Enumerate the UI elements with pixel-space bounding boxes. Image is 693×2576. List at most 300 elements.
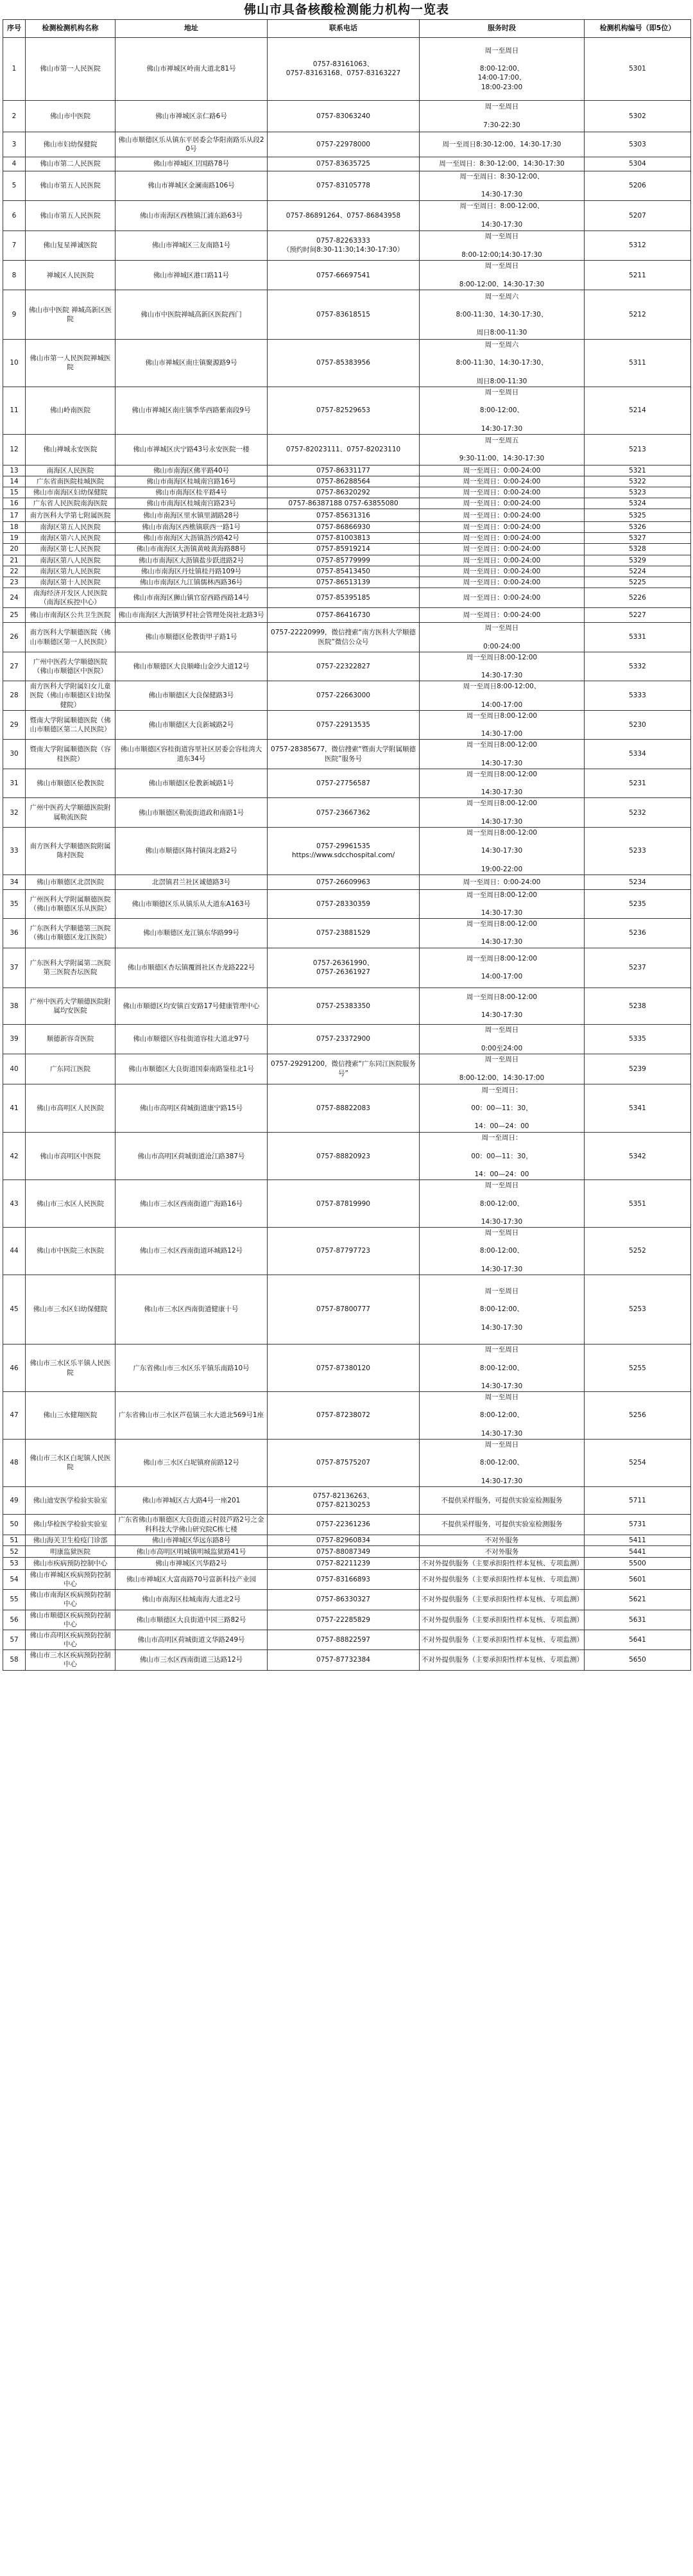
cell-phone: 0757-86416730 bbox=[268, 608, 420, 623]
cell-institution-code: 5650 bbox=[585, 1650, 691, 1670]
cell-no: 11 bbox=[3, 387, 26, 434]
cell-service-hours: 周一至周日 8:00-12:00、 14:30-17:30 bbox=[420, 1275, 585, 1345]
cell-phone: 0757-87732384 bbox=[268, 1650, 420, 1670]
cell-institution-code: 5252 bbox=[585, 1228, 691, 1275]
cell-institution-name: 佛山复星禅诚医院 bbox=[26, 231, 116, 261]
cell-address: 佛山市顺德区杏坛镇覆圆社区杏龙路222号 bbox=[116, 948, 268, 988]
cell-service-hours: 周一至周日 7:30-22:30 bbox=[420, 100, 585, 132]
cell-institution-code: 5231 bbox=[585, 769, 691, 798]
cell-phone: 0757-86513139 bbox=[268, 577, 420, 587]
cell-service-hours: 周一至周日：0:00-24:00 bbox=[420, 588, 585, 608]
cell-institution-code: 5601 bbox=[585, 1569, 691, 1589]
testing-institutions-table bbox=[3, 19, 691, 1671]
cell-institution-code: 5226 bbox=[585, 588, 691, 608]
cell-institution-code: 5342 bbox=[585, 1133, 691, 1180]
cell-phone: 0757-87819990 bbox=[268, 1180, 420, 1228]
header-hours: 服务时段 bbox=[420, 20, 585, 38]
cell-no: 21 bbox=[3, 555, 26, 566]
cell-institution-name: 南海区第十人民医院 bbox=[26, 577, 116, 587]
cell-institution-code: 5323 bbox=[585, 487, 691, 498]
cell-institution-name: 佛山市疾病预防控制中心 bbox=[26, 1558, 116, 1570]
cell-service-hours: 周一至周日： 00：00—11：30， 14：00—24：00 bbox=[420, 1133, 585, 1180]
cell-no: 40 bbox=[3, 1054, 26, 1084]
cell-service-hours: 周一至周日：0:00-24:00 bbox=[420, 555, 585, 566]
table-row bbox=[3, 588, 691, 608]
cell-service-hours: 周一至周日8:00-12:00、 14:00-17:00 bbox=[420, 681, 585, 711]
cell-no: 24 bbox=[3, 588, 26, 608]
cell-institution-code: 5321 bbox=[585, 465, 691, 476]
cell-address: 佛山市顺德区大良顺峰山金沙大道12号 bbox=[116, 652, 268, 681]
cell-institution-code: 5411 bbox=[585, 1535, 691, 1546]
cell-no: 35 bbox=[3, 889, 26, 919]
cell-phone: 0757-86866930 bbox=[268, 522, 420, 533]
cell-phone: 0757-85631316 bbox=[268, 509, 420, 522]
cell-address: 佛山市顺德区大良街道中园三路82号 bbox=[116, 1610, 268, 1630]
table-row bbox=[3, 652, 691, 681]
cell-phone: 0757-22361236 bbox=[268, 1515, 420, 1535]
cell-no: 1 bbox=[3, 38, 26, 101]
cell-address: 佛山市顺德区伦教新城路1号 bbox=[116, 769, 268, 798]
cell-service-hours: 周一至周日8:00-12:00 14:30-17:30 bbox=[420, 652, 585, 681]
cell-phone: 0757-87238072 bbox=[268, 1392, 420, 1440]
cell-address: 佛山市顺德区均安镇百安路17号健康管理中心 bbox=[116, 988, 268, 1025]
cell-no: 48 bbox=[3, 1439, 26, 1486]
cell-institution-code: 5332 bbox=[585, 652, 691, 681]
cell-institution-name: 佛山市中医院三水医院 bbox=[26, 1228, 116, 1275]
cell-address: 佛山市南海区桂平路4号 bbox=[116, 487, 268, 498]
table-row bbox=[3, 340, 691, 387]
cell-institution-name: 南方医科大学顺德医院附属陈村医院 bbox=[26, 827, 116, 875]
cell-address: 佛山市南海区大沥镇沥沙路42号 bbox=[116, 533, 268, 544]
cell-institution-code: 5237 bbox=[585, 948, 691, 988]
cell-institution-code: 5238 bbox=[585, 988, 691, 1025]
cell-institution-name: 佛山市第一人民医院禅城医院 bbox=[26, 340, 116, 387]
cell-no: 8 bbox=[3, 261, 26, 290]
cell-address: 佛山市南海区西樵镇江浦东路63号 bbox=[116, 200, 268, 231]
cell-phone: 0757-86330327 bbox=[268, 1590, 420, 1610]
cell-institution-name: 南方医科大学附属妇女儿童医院（佛山市顺德区妇幼保健院） bbox=[26, 681, 116, 711]
cell-phone: 0757-22285829 bbox=[268, 1610, 420, 1630]
table-row bbox=[3, 948, 691, 988]
cell-address: 佛山市高明区荷城街道康宁路15号 bbox=[116, 1084, 268, 1133]
cell-no: 39 bbox=[3, 1025, 26, 1054]
cell-no: 47 bbox=[3, 1392, 26, 1440]
cell-phone: 0757-25383350 bbox=[268, 988, 420, 1025]
cell-no: 32 bbox=[3, 798, 26, 828]
cell-no: 41 bbox=[3, 1084, 26, 1133]
cell-institution-name: 南海区人民医院 bbox=[26, 465, 116, 476]
cell-institution-name: 广州医科大学附属顺德医院（佛山市顺德区乐从医院） bbox=[26, 889, 116, 919]
cell-no: 30 bbox=[3, 740, 26, 769]
cell-no: 4 bbox=[3, 157, 26, 171]
table-row bbox=[3, 533, 691, 544]
cell-address: 佛山市高明区明城镇明城监狱路41号 bbox=[116, 1546, 268, 1558]
cell-institution-code: 5301 bbox=[585, 38, 691, 101]
cell-no: 36 bbox=[3, 919, 26, 948]
cell-no: 31 bbox=[3, 769, 26, 798]
cell-service-hours: 周一至周日：0:00-24:00 bbox=[420, 608, 585, 623]
cell-institution-code: 5621 bbox=[585, 1590, 691, 1610]
cell-institution-code: 5239 bbox=[585, 1054, 691, 1084]
cell-address: 佛山市禅城区古大路4号一座201 bbox=[116, 1486, 268, 1515]
cell-no: 45 bbox=[3, 1275, 26, 1345]
cell-institution-name: 暨南大学附属顺德医院（佛山市顺德区第二人民医院） bbox=[26, 710, 116, 740]
cell-no: 53 bbox=[3, 1558, 26, 1570]
cell-service-hours: 周一至周日：8:00-12:00、 14:30-17:30 bbox=[420, 200, 585, 231]
cell-institution-name: 佛山岭南医院 bbox=[26, 387, 116, 434]
cell-service-hours: 周一至周日8:00-12:00 14:30-17:00 bbox=[420, 710, 585, 740]
cell-address: 佛山市南海区九江镇儒林西路36号 bbox=[116, 577, 268, 587]
cell-institution-name: 佛山市顺德区北滘医院 bbox=[26, 875, 116, 889]
cell-institution-name: 广东省人民医院南海医院 bbox=[26, 498, 116, 509]
cell-institution-code: 5230 bbox=[585, 710, 691, 740]
table-row bbox=[3, 487, 691, 498]
cell-address: 佛山市三水区西南街道环城路12号 bbox=[116, 1228, 268, 1275]
cell-phone: 0757-85919214 bbox=[268, 544, 420, 555]
cell-institution-name: 佛山迪安医学检验实验室 bbox=[26, 1486, 116, 1515]
table-row bbox=[3, 740, 691, 769]
cell-institution-code: 5227 bbox=[585, 608, 691, 623]
cell-service-hours: 周一至周日 8:00-12:00、 14:30-17:30 bbox=[420, 1345, 585, 1392]
cell-no: 38 bbox=[3, 988, 26, 1025]
header-no: 序号 bbox=[3, 20, 26, 38]
cell-address: 佛山市顺德区容桂街道容里社区居委会容桂湾大道东34号 bbox=[116, 740, 268, 769]
cell-service-hours: 周一至周日 8:00-12:00、14:30-17:00 bbox=[420, 1054, 585, 1084]
table-row bbox=[3, 290, 691, 340]
cell-institution-code: 5334 bbox=[585, 740, 691, 769]
cell-institution-code: 5324 bbox=[585, 498, 691, 509]
cell-institution-code: 5235 bbox=[585, 889, 691, 919]
cell-phone: 0757-29961535 https://www.sdcchospital.com/ bbox=[268, 827, 420, 875]
cell-institution-name: 南海区第九人民医院 bbox=[26, 566, 116, 577]
cell-service-hours: 不对外提供服务（主要承担阳性样本复核、专项监测） bbox=[420, 1558, 585, 1570]
table-row bbox=[3, 919, 691, 948]
document-title: 佛山市具备核酸检测能力机构一览表 bbox=[243, 3, 449, 17]
cell-no: 26 bbox=[3, 623, 26, 652]
cell-address: 佛山市禅城区亲仁路6号 bbox=[116, 100, 268, 132]
cell-institution-code: 5711 bbox=[585, 1486, 691, 1515]
cell-institution-code: 5331 bbox=[585, 623, 691, 652]
cell-institution-code: 5255 bbox=[585, 1345, 691, 1392]
table-row bbox=[3, 1590, 691, 1610]
cell-address: 佛山市禅城区港口路11号 bbox=[116, 261, 268, 290]
cell-institution-name: 佛山禅城永安医院 bbox=[26, 434, 116, 465]
cell-address: 佛山市中医院禅城高新区医院西门 bbox=[116, 290, 268, 340]
table-row bbox=[3, 1610, 691, 1630]
cell-service-hours: 不提供采样服务，可提供实验室检测服务 bbox=[420, 1486, 585, 1515]
cell-institution-name: 佛山市妇幼保健院 bbox=[26, 132, 116, 157]
cell-institution-code: 5232 bbox=[585, 798, 691, 828]
table-row bbox=[3, 1392, 691, 1440]
cell-address: 佛山市顺德区勒流街道政和南路1号 bbox=[116, 798, 268, 828]
cell-address: 佛山市禅城区华远东路8号 bbox=[116, 1535, 268, 1546]
cell-service-hours: 周一至周日 8:00-12:00、 14:30-17:30 bbox=[420, 1392, 585, 1440]
cell-service-hours: 周一至周日8:00-12:00 14:30-17:30 bbox=[420, 798, 585, 828]
cell-institution-code: 5326 bbox=[585, 522, 691, 533]
cell-service-hours: 周一至周日 8:00-12:00;14:30-17:30 bbox=[420, 231, 585, 261]
cell-service-hours: 周一至周日 8:00-12:00、 14:30-17:30 bbox=[420, 1180, 585, 1228]
cell-institution-name: 广东同江医院 bbox=[26, 1054, 116, 1084]
cell-service-hours: 不对外提供服务（主要承担阳性样本复核、专项监测） bbox=[420, 1590, 585, 1610]
cell-no: 56 bbox=[3, 1610, 26, 1630]
table-row bbox=[3, 476, 691, 487]
cell-institution-name: 佛山市第五人民医院 bbox=[26, 171, 116, 200]
cell-address: 佛山市顺德区大良保健路3号 bbox=[116, 681, 268, 711]
cell-phone: 0757-85779999 bbox=[268, 555, 420, 566]
cell-institution-code: 5211 bbox=[585, 261, 691, 290]
cell-address: 佛山市南海区丹灶镇桂丹路109号 bbox=[116, 566, 268, 577]
header-name: 检测检测机构名称 bbox=[26, 20, 116, 38]
cell-address: 佛山市三水区西南街道三达路12号 bbox=[116, 1650, 268, 1670]
cell-no: 52 bbox=[3, 1546, 26, 1558]
table-row bbox=[3, 1439, 691, 1486]
table-row bbox=[3, 1084, 691, 1133]
table-row bbox=[3, 1486, 691, 1515]
cell-phone: 0757-81003813 bbox=[268, 533, 420, 544]
table-row bbox=[3, 231, 691, 261]
cell-address: 佛山市禅城区岭南大道北81号 bbox=[116, 38, 268, 101]
cell-no: 51 bbox=[3, 1535, 26, 1546]
cell-no: 22 bbox=[3, 566, 26, 577]
cell-institution-code: 5731 bbox=[585, 1515, 691, 1535]
cell-institution-name: 广州中医药大学顺德医院（佛山市顺德区中医院） bbox=[26, 652, 116, 681]
cell-institution-code: 5329 bbox=[585, 555, 691, 566]
cell-phone: 0757-83635725 bbox=[268, 157, 420, 171]
cell-phone: 0757-83161063、 0757-83163168、0757-83163227 bbox=[268, 38, 420, 101]
cell-phone: 0757-83618515 bbox=[268, 290, 420, 340]
cell-institution-code: 5441 bbox=[585, 1546, 691, 1558]
cell-address: 佛山市南海区佛平路40号 bbox=[116, 465, 268, 476]
cell-service-hours: 周一至周日：0:00-24:00 bbox=[420, 465, 585, 476]
cell-phone: 0757-87797723 bbox=[268, 1228, 420, 1275]
cell-address: 佛山市南海区大沥镇黄岐黄海路88号 bbox=[116, 544, 268, 555]
cell-institution-code: 5214 bbox=[585, 387, 691, 434]
cell-institution-name: 佛山市三水区乐平镇人民医院 bbox=[26, 1345, 116, 1392]
cell-institution-name: 佛山市禅城区疾病预防控制中心 bbox=[26, 1569, 116, 1589]
cell-institution-code: 5325 bbox=[585, 509, 691, 522]
cell-service-hours: 周一至周日 8:00-12:00、 14:30-17:30 bbox=[420, 387, 585, 434]
cell-institution-name: 佛山市高明区人民医院 bbox=[26, 1084, 116, 1133]
table-row bbox=[3, 1515, 691, 1535]
cell-no: 6 bbox=[3, 200, 26, 231]
cell-institution-code: 5641 bbox=[585, 1630, 691, 1649]
cell-no: 58 bbox=[3, 1650, 26, 1670]
cell-institution-code: 5327 bbox=[585, 533, 691, 544]
table-row bbox=[3, 171, 691, 200]
table-row bbox=[3, 769, 691, 798]
cell-institution-name: 佛山市三水区白坭镇人民医院 bbox=[26, 1439, 116, 1486]
cell-institution-code: 5302 bbox=[585, 100, 691, 132]
cell-phone: 0757-23372900 bbox=[268, 1025, 420, 1054]
cell-phone: 0757-26609963 bbox=[268, 875, 420, 889]
table-row bbox=[3, 875, 691, 889]
cell-institution-name: 佛山市三水区人民医院 bbox=[26, 1180, 116, 1228]
cell-no: 15 bbox=[3, 487, 26, 498]
cell-institution-name: 顺德新容奇医院 bbox=[26, 1025, 116, 1054]
cell-institution-name: 南方医科大学顺德医院（佛山市顺德区第一人民医院） bbox=[26, 623, 116, 652]
cell-no: 54 bbox=[3, 1569, 26, 1589]
cell-address: 佛山市三水区西南街道广海路16号 bbox=[116, 1180, 268, 1228]
table-row bbox=[3, 1630, 691, 1649]
cell-service-hours: 周一至周日 0:00至24:00 bbox=[420, 1025, 585, 1054]
cell-address: 佛山市禅城区三友南路1号 bbox=[116, 231, 268, 261]
cell-service-hours: 周一至周日：0:00-24:00 bbox=[420, 544, 585, 555]
table-row bbox=[3, 1025, 691, 1054]
cell-address: 佛山市南海区桂城南宫路16号 bbox=[116, 476, 268, 487]
cell-service-hours: 周一至周日：0:00-24:00 bbox=[420, 498, 585, 509]
cell-institution-name: 南海经济开发区人民医院（南海区疾控中心） bbox=[26, 588, 116, 608]
cell-address: 佛山市顺德区乐从镇乐从大道东A163号 bbox=[116, 889, 268, 919]
cell-address: 佛山市南海区桂城南宫路23号 bbox=[116, 498, 268, 509]
table-row bbox=[3, 1569, 691, 1589]
cell-institution-code: 5335 bbox=[585, 1025, 691, 1054]
table-row bbox=[3, 509, 691, 522]
cell-service-hours: 周一至周日：0:00-24:00 bbox=[420, 476, 585, 487]
cell-phone: 0757-29291200，微信搜索“广东同江医院服务号” bbox=[268, 1054, 420, 1084]
cell-phone: 0757-82211239 bbox=[268, 1558, 420, 1570]
cell-no: 34 bbox=[3, 875, 26, 889]
cell-phone: 0757-82263333 （预约时间8:30-11:30;14:30-17:30） bbox=[268, 231, 420, 261]
cell-institution-code: 5253 bbox=[585, 1275, 691, 1345]
table-row bbox=[3, 200, 691, 231]
cell-phone: 0757-82023111、0757-82023110 bbox=[268, 434, 420, 465]
header-code: 检测机构编号（即5位） bbox=[585, 20, 691, 38]
cell-no: 23 bbox=[3, 577, 26, 587]
table-row bbox=[3, 1133, 691, 1180]
cell-no: 18 bbox=[3, 522, 26, 533]
cell-no: 17 bbox=[3, 509, 26, 522]
table-row bbox=[3, 988, 691, 1025]
cell-address: 佛山市南海区桂城南海大道北2号 bbox=[116, 1590, 268, 1610]
cell-phone: 0757-85383956 bbox=[268, 340, 420, 387]
cell-institution-name: 佛山市南海区疾病预防控制中心 bbox=[26, 1590, 116, 1610]
cell-no: 2 bbox=[3, 100, 26, 132]
table-row bbox=[3, 681, 691, 711]
table-row bbox=[3, 1546, 691, 1558]
table-row bbox=[3, 555, 691, 566]
cell-phone: 0757-82529653 bbox=[268, 387, 420, 434]
cell-service-hours: 周一至周日8:00-12:00 14:30-17:30 bbox=[420, 769, 585, 798]
cell-no: 49 bbox=[3, 1486, 26, 1515]
cell-no: 20 bbox=[3, 544, 26, 555]
table-row bbox=[3, 100, 691, 132]
cell-institution-code: 5303 bbox=[585, 132, 691, 157]
cell-address: 佛山市南海区狮山镇官窑西路西路14号 bbox=[116, 588, 268, 608]
table-row bbox=[3, 710, 691, 740]
cell-service-hours: 周一至周日8:00-12:00 14:30-17:30 bbox=[420, 740, 585, 769]
table-header-row bbox=[3, 20, 691, 38]
cell-institution-name: 佛山市三水区疾病预防控制中心 bbox=[26, 1650, 116, 1670]
cell-phone: 0757-23667362 bbox=[268, 798, 420, 828]
table-row bbox=[3, 798, 691, 828]
cell-address: 佛山市南海区西樵镇联西一路1号 bbox=[116, 522, 268, 533]
cell-institution-name: 广州中医药大学顺德医院附属勒流医院 bbox=[26, 798, 116, 828]
cell-institution-name: 南海区第八人民医院 bbox=[26, 555, 116, 566]
cell-service-hours: 不对外服务 bbox=[420, 1535, 585, 1546]
cell-institution-name: 禅城区人民医院 bbox=[26, 261, 116, 290]
cell-service-hours: 周一至周日 0:00-24:00 bbox=[420, 623, 585, 652]
cell-address: 广东省佛山市三水区芦苞镇三水大道北569号1座 bbox=[116, 1392, 268, 1440]
cell-institution-code: 5254 bbox=[585, 1439, 691, 1486]
table-row bbox=[3, 1054, 691, 1084]
cell-service-hours: 不对外提供服务（主要承担阳性样本复核、专项监测） bbox=[420, 1650, 585, 1670]
cell-phone: 0757-22663000 bbox=[268, 681, 420, 711]
cell-institution-code: 5224 bbox=[585, 566, 691, 577]
cell-institution-code: 5311 bbox=[585, 340, 691, 387]
table-row bbox=[3, 387, 691, 434]
header-phone: 联系电话 bbox=[268, 20, 420, 38]
table-row bbox=[3, 465, 691, 476]
cell-no: 9 bbox=[3, 290, 26, 340]
cell-institution-name: 暨南大学附属顺德医院（容桂医院） bbox=[26, 740, 116, 769]
cell-no: 46 bbox=[3, 1345, 26, 1392]
cell-institution-code: 5225 bbox=[585, 577, 691, 587]
table-row bbox=[3, 889, 691, 919]
table-row bbox=[3, 623, 691, 652]
cell-institution-name: 广州中医药大学顺德医院附属均安医院 bbox=[26, 988, 116, 1025]
cell-no: 42 bbox=[3, 1133, 26, 1180]
cell-no: 43 bbox=[3, 1180, 26, 1228]
cell-phone: 0757-22913535 bbox=[268, 710, 420, 740]
cell-institution-name: 佛山市三水区妇幼保健院 bbox=[26, 1275, 116, 1345]
table-row bbox=[3, 157, 691, 171]
cell-no: 50 bbox=[3, 1515, 26, 1535]
cell-phone: 0757-86387188 0757-63855080 bbox=[268, 498, 420, 509]
cell-service-hours: 周一至周日：0:00-24:00 bbox=[420, 522, 585, 533]
cell-institution-code: 5312 bbox=[585, 231, 691, 261]
cell-address: 北滘镇君兰社区诚德路3号 bbox=[116, 875, 268, 889]
cell-phone: 0757-86288564 bbox=[268, 476, 420, 487]
cell-address: 佛山市禅城区金澜南路106号 bbox=[116, 171, 268, 200]
cell-institution-code: 5333 bbox=[585, 681, 691, 711]
table-row bbox=[3, 522, 691, 533]
cell-service-hours: 周一至周日： 00：00—11：30， 14：00—24：00 bbox=[420, 1084, 585, 1133]
cell-institution-name: 佛山市南海区妇幼保健院 bbox=[26, 487, 116, 498]
cell-no: 3 bbox=[3, 132, 26, 157]
cell-service-hours: 周一至周日8:00-12:00 14:30-17:30 bbox=[420, 919, 585, 948]
cell-institution-name: 佛山市南海区公共卫生医院 bbox=[26, 608, 116, 623]
cell-phone: 0757-86320292 bbox=[268, 487, 420, 498]
cell-service-hours: 不对外提供服务（主要承担阳性样本复核、专项监测） bbox=[420, 1569, 585, 1589]
cell-no: 12 bbox=[3, 434, 26, 465]
cell-institution-code: 5631 bbox=[585, 1610, 691, 1630]
cell-institution-code: 5213 bbox=[585, 434, 691, 465]
cell-address: 佛山市顺德区容桂街道容桂大道北97号 bbox=[116, 1025, 268, 1054]
cell-service-hours: 周一至周日 8:00-12:00、14:30-17:30 bbox=[420, 261, 585, 290]
cell-service-hours: 周一至周日：0:00-24:00 bbox=[420, 533, 585, 544]
cell-phone: 0757-86331177 bbox=[268, 465, 420, 476]
cell-phone: 0757-88087349 bbox=[268, 1546, 420, 1558]
table-row bbox=[3, 1180, 691, 1228]
cell-institution-code: 5206 bbox=[585, 171, 691, 200]
cell-address: 广东省佛山市顺德区大良街道云村鼓芦路2号之金科科技大学佛山研究院C栋七楼 bbox=[116, 1515, 268, 1535]
cell-no: 33 bbox=[3, 827, 26, 875]
table-row bbox=[3, 434, 691, 465]
cell-institution-name: 南海区第五人民医院 bbox=[26, 522, 116, 533]
cell-service-hours: 周一至周日 8:00-12:00、 14:00-17:00、 18:00-23:00 bbox=[420, 38, 585, 101]
cell-service-hours: 不对外服务 bbox=[420, 1546, 585, 1558]
table-row bbox=[3, 608, 691, 623]
cell-institution-name: 广东省南医院桂城医院 bbox=[26, 476, 116, 487]
cell-institution-name: 佛山市第一人民医院 bbox=[26, 38, 116, 101]
cell-service-hours: 周一至周日8:00-12:00 14:30-17:30 bbox=[420, 889, 585, 919]
cell-address: 佛山市高明区荷城街道沧江路387号 bbox=[116, 1133, 268, 1180]
cell-address: 佛山市三水区白坭镇府前路12号 bbox=[116, 1439, 268, 1486]
table-row bbox=[3, 1535, 691, 1546]
cell-phone: 0757-82960834 bbox=[268, 1535, 420, 1546]
cell-institution-name: 佛山市顺德区伦教医院 bbox=[26, 769, 116, 798]
table-row bbox=[3, 261, 691, 290]
